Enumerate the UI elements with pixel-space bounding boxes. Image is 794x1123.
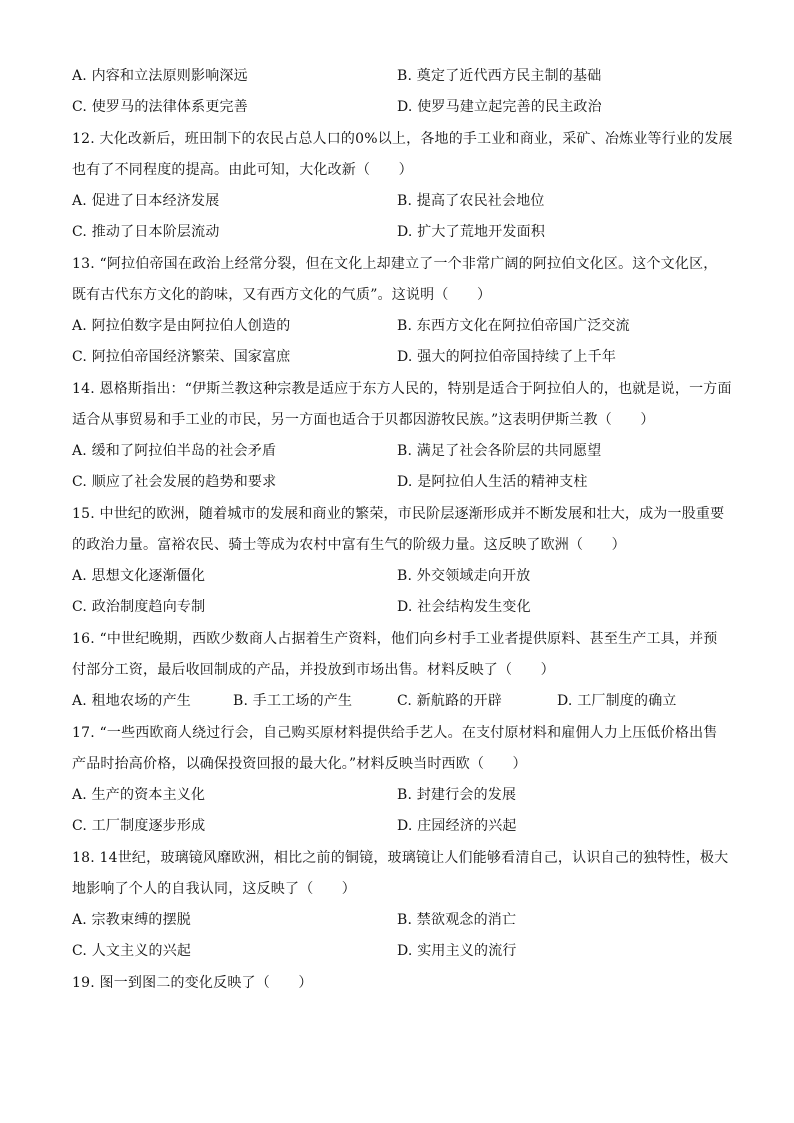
q12-option-d[interactable]: D. 扩大了荒地开发面积: [397, 224, 546, 240]
q11-option-b[interactable]: B. 奠定了近代西方民主制的基础: [397, 68, 602, 84]
q18-option-a[interactable]: A. 宗教束缚的摆脱: [72, 912, 192, 928]
q13-stem-line-2: 既有古代东方文化的韵味，又有西方文化的气质”。这说明（ ）: [72, 287, 492, 303]
q13-option-b[interactable]: B. 东西方文化在阿拉伯帝国广泛交流: [397, 318, 630, 334]
q17-stem-line-2: 产品时抬高价格，以确保投资回报的最大化。”材料反映当时西欧（ ）: [72, 756, 527, 772]
q17-option-d[interactable]: D. 庄园经济的兴起: [397, 818, 517, 834]
q18-stem-line-1: 18. 14世纪，玻璃镜风靡欧洲，相比之前的铜镜，玻璃镜让人们能够看清自己，认识自己的独特性，极大: [72, 850, 729, 866]
q14-option-d[interactable]: D. 是阿拉伯人生活的精神支柱: [397, 474, 588, 490]
q12-option-b[interactable]: B. 提高了农民社会地位: [397, 193, 545, 209]
q18-stem-line-2: 地影响了个人的自我认同，这反映了（ ）: [72, 881, 356, 897]
q17-stem-line-1: 17. “一些西欧商人绕过行会，自己购买原材料提供给手艺人。在支付原材料和雇佣人力上压低价格出售: [72, 725, 718, 741]
q12-stem-line-2: 也有了不同程度的提高。由此可知，大化改新（ ）: [72, 162, 413, 178]
q13-stem-line-1: 13. “阿拉伯帝国在政治上经常分裂，但在文化上却建立了一个非常广阔的阿拉伯文化区。这个文化区，: [72, 256, 718, 272]
q16-option-c[interactable]: C. 新航路的开辟: [397, 693, 502, 709]
q17-option-c[interactable]: C. 工厂制度逐步形成: [72, 818, 206, 834]
q12-option-a[interactable]: A. 促进了日本经济发展: [72, 193, 220, 209]
q14-option-a[interactable]: A. 缓和了阿拉伯半岛的社会矛盾: [72, 443, 277, 459]
q15-option-c[interactable]: C. 政治制度趋向专制: [72, 599, 206, 615]
q12-stem-line-1: 12. 大化改新后，班田制下的农民占总人口的0%以上，各地的手工业和商业，采矿、冶炼业等行业的发展: [72, 131, 733, 147]
q15-option-d[interactable]: D. 社会结构发生变化: [397, 599, 531, 615]
q11-option-c[interactable]: C. 使罗马的法律体系更完善: [72, 99, 248, 115]
q13-option-d[interactable]: D. 强大的阿拉伯帝国持续了上千年: [397, 349, 617, 365]
q15-option-b[interactable]: B. 外交领域走向开放: [397, 568, 531, 584]
q15-stem-line-1: 15. 中世纪的欧洲，随着城市的发展和商业的繁荣，市民阶层逐渐形成并不断发展和壮大，成为一股重要: [72, 506, 725, 522]
q16-option-d[interactable]: D. 工厂制度的确立: [557, 693, 677, 709]
q18-option-b[interactable]: B. 禁欲观念的消亡: [397, 912, 517, 928]
q16-option-b[interactable]: B. 手工工场的产生: [233, 693, 353, 709]
q17-option-a[interactable]: A. 生产的资本主义化: [72, 787, 206, 803]
q18-option-c[interactable]: C. 人文主义的兴起: [72, 943, 192, 959]
q13-option-c[interactable]: C. 阿拉伯帝国经济繁荣、国家富庶: [72, 349, 291, 365]
q11-option-a[interactable]: A. 内容和立法原则影响深远: [72, 68, 248, 84]
q14-option-b[interactable]: B. 满足了社会各阶层的共同愿望: [397, 443, 602, 459]
q13-option-a[interactable]: A. 阿拉伯数字是由阿拉伯人创造的: [72, 318, 291, 334]
q12-option-c[interactable]: C. 推动了日本阶层流动: [72, 224, 220, 240]
q14-option-c[interactable]: C. 顺应了社会发展的趋势和要求: [72, 474, 277, 490]
q17-option-b[interactable]: B. 封建行会的发展: [397, 787, 517, 803]
q14-stem-line-1: 14. 恩格斯指出：“伊斯兰教这种宗教是适应于东方人民的，特别是适合于阿拉伯人的，也就是说，一方面: [72, 381, 732, 397]
q15-stem-line-2: 的政治力量。富裕农民、骑士等成为农村中富有生气的阶级力量。这反映了欧洲（ ）: [72, 537, 626, 553]
q16-option-a[interactable]: A. 租地农场的产生: [72, 693, 192, 709]
q15-option-a[interactable]: A. 思想文化逐渐僵化: [72, 568, 206, 584]
q16-stem-line-2: 付部分工资，最后收回制成的产品，并投放到市场出售。材料反映了（ ）: [72, 662, 555, 678]
q18-option-d[interactable]: D. 实用主义的流行: [397, 943, 517, 959]
q14-stem-line-2: 适合从事贸易和手工业的市民，另一方面也适合于贝都因游牧民族。”这表明伊斯兰教（ ）: [72, 412, 655, 428]
q11-option-d[interactable]: D. 使罗马建立起完善的民主政治: [397, 99, 602, 115]
q16-stem-line-1: 16. “中世纪晚期，西欧少数商人占据着生产资料，他们向乡村手工业者提供原料、甚至生产工具，并预: [72, 631, 718, 647]
q19-stem-line-1: 19. 图一到图二的变化反映了（ ）: [72, 975, 313, 991]
